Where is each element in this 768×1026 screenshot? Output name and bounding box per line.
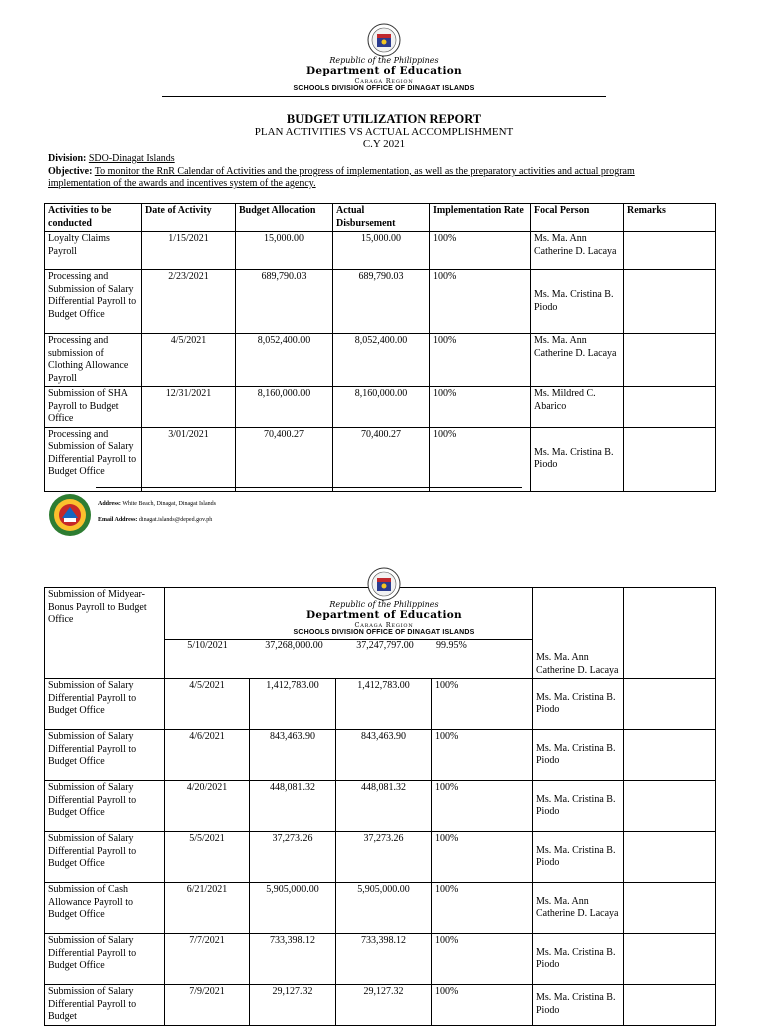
cell-remarks <box>624 334 716 387</box>
cell-rate: 99.95% <box>436 640 467 651</box>
objective-line1: To monitor the RnR Calendar of Activities and the progress of implementation, as well as the preparatory activities and actual program <box>94 166 635 177</box>
objective-block <box>48 166 718 190</box>
cell-date: 5/10/2021 <box>187 640 228 651</box>
cell-budget: 448,081.32 <box>250 781 336 832</box>
header-focal: Focal Person <box>531 204 624 232</box>
table-row <box>45 985 716 1026</box>
cell-budget: 8,052,400.00 <box>236 334 333 387</box>
cell-actual: 8,160,000.00 <box>333 387 430 428</box>
cell-actual: 843,463.90 <box>336 730 432 781</box>
cell-actual: 70,400.27 <box>333 427 430 491</box>
cell-date: 3/01/2021 <box>142 427 236 491</box>
cell-activity: Submission of SHA Payroll to Budget Office <box>45 387 142 428</box>
cell-activity: Submission of Salary Differential Payroll to Budget Office <box>45 679 165 730</box>
report-title-block <box>0 112 768 150</box>
cell-remarks <box>624 387 716 428</box>
footer-address: White Beach, Dinagat, Dinagat Islands <box>122 501 216 507</box>
header-budget: Budget Allocation <box>236 204 333 232</box>
budget-table-page1 <box>44 203 716 492</box>
table-row <box>45 832 716 883</box>
cell-activity: Submission of Salary Differential Payroll to Budget Office <box>45 781 165 832</box>
deped-seal-icon <box>367 567 401 601</box>
cell-date: 4/6/2021 <box>165 730 250 781</box>
cell-budget: 8,160,000.00 <box>236 387 333 428</box>
letterhead-republic: Republic of the Philippines <box>329 56 439 65</box>
cell-remarks <box>624 883 716 934</box>
cell-focal: Ms. Ma. Cristina B. Piodo <box>533 985 624 1026</box>
objective-label: Objective: <box>48 166 93 177</box>
cell-date: 7/9/2021 <box>165 985 250 1026</box>
cell-budget: 1,412,783.00 <box>250 679 336 730</box>
table-row <box>45 270 716 334</box>
header-rate: Implementation Rate <box>430 204 531 232</box>
budget-table-page2 <box>44 587 716 1026</box>
cell-budget: 733,398.12 <box>250 934 336 985</box>
cell-budget: 843,463.90 <box>250 730 336 781</box>
footer-email-label: Email Address: <box>98 517 138 523</box>
table-header-row <box>45 204 716 232</box>
cell-remarks <box>624 730 716 781</box>
deped-seal-icon <box>367 23 401 57</box>
cell-date: 2/23/2021 <box>142 270 236 334</box>
cell-rate: 100% <box>430 387 531 428</box>
cell-rate: 100% <box>430 334 531 387</box>
cell-rate: 100% <box>430 232 531 270</box>
cell-focal: Ms. Ma. Cristina B. Piodo <box>533 730 624 781</box>
cell-remarks <box>624 427 716 491</box>
cell-focal: Ms. Ma. Ann Catherine D. Lacaya <box>533 588 624 679</box>
cell-actual: 8,052,400.00 <box>333 334 430 387</box>
cell-activity: Submission of Salary Differential Payroll to Budget <box>45 985 165 1026</box>
table-row <box>45 883 716 934</box>
cell-actual: 15,000.00 <box>333 232 430 270</box>
table-row <box>45 232 716 270</box>
cell-remarks <box>624 781 716 832</box>
cell-actual: 733,398.12 <box>336 934 432 985</box>
cell-rate: 100% <box>432 781 533 832</box>
cell-actual: 689,790.03 <box>333 270 430 334</box>
cell-budget: 70,400.27 <box>236 427 333 491</box>
letterhead-department: Department of Education <box>306 65 462 77</box>
table-row <box>45 427 716 491</box>
cell-date: 4/5/2021 <box>142 334 236 387</box>
cell-activity: Processing and Submission of Salary Differential Payroll to Budget Office <box>45 427 142 491</box>
header-date: Date of Activity <box>142 204 236 232</box>
cell-activity: Submission of Midyear-Bonus Payroll to Budget Office <box>45 588 165 679</box>
cell-focal: Ms. Ma. Cristina B. Piodo <box>531 270 624 334</box>
cell-budget: 29,127.32 <box>250 985 336 1026</box>
cell-rate: 100% <box>432 832 533 883</box>
cell-activity: Submission of Cash Allowance Payroll to Budget Office <box>45 883 165 934</box>
cell-focal: Ms. Ma. Ann Catherine D. Lacaya <box>531 232 624 270</box>
cell-remarks <box>624 588 716 679</box>
cell-rate: 100% <box>432 679 533 730</box>
cell-date: 4/20/2021 <box>165 781 250 832</box>
letterhead-department: Department of Education <box>306 609 462 621</box>
cell-date: 4/5/2021 <box>165 679 250 730</box>
letterhead-rule <box>162 96 606 97</box>
cell-budget: 37,268,000.00 <box>265 640 323 651</box>
table-row <box>45 730 716 781</box>
cell-remarks <box>624 934 716 985</box>
cell-date: 6/21/2021 <box>165 883 250 934</box>
report-subtitle: PLAN ACTIVITIES VS ACTUAL ACCOMPLISHMENT <box>254 126 514 138</box>
cell-rate: 100% <box>430 270 531 334</box>
footer-contact <box>98 496 216 528</box>
cell-focal: Ms. Ma. Cristina B. Piodo <box>533 679 624 730</box>
cell-focal: Ms. Ma. Cristina B. Piodo <box>531 427 624 491</box>
cell-rate: 100% <box>432 883 533 934</box>
cell-activity: Submission of Salary Differential Payroll to Budget Office <box>45 934 165 985</box>
cell-budget: 689,790.03 <box>236 270 333 334</box>
cell-remarks <box>624 232 716 270</box>
report-title: BUDGET UTILIZATION REPORT <box>286 112 482 126</box>
cell-actual: 1,412,783.00 <box>336 679 432 730</box>
division-value: SDO-Dinagat Islands <box>88 153 175 164</box>
division-line <box>48 153 718 165</box>
cell-rate: 100% <box>432 934 533 985</box>
cell-actual: 5,905,000.00 <box>336 883 432 934</box>
cell-actual: 29,127.32 <box>336 985 432 1026</box>
objective-line2: implementation of the awards and incentives system of the agency. <box>48 178 316 189</box>
letterhead-republic: Republic of the Philippines <box>329 600 439 609</box>
footer-email: dinagat.islands@deped.gov.ph <box>138 517 213 523</box>
cell-activity: Loyalty Claims Payroll <box>45 232 142 270</box>
letterhead <box>160 56 608 92</box>
cell-budget: 37,273.26 <box>250 832 336 883</box>
cell-date: 7/7/2021 <box>165 934 250 985</box>
header-remarks: Remarks <box>624 204 716 232</box>
letterhead-region: Caraga Region <box>354 621 414 629</box>
footer-address-label: Address: <box>98 501 121 507</box>
letterhead-office: SCHOOLS DIVISION OFFICE OF DINAGAT ISLANDS <box>293 629 475 636</box>
cell-focal: Ms. Ma. Cristina B. Piodo <box>533 781 624 832</box>
letterhead-region: Caraga Region <box>354 77 414 85</box>
table-row <box>45 679 716 730</box>
cell-focal: Ms. Ma. Cristina B. Piodo <box>533 934 624 985</box>
header-actual: Actual Disbursement <box>333 204 430 232</box>
cell-focal: Ms. Ma. Cristina B. Piodo <box>533 832 624 883</box>
header-activity: Activities to be conducted <box>45 204 142 232</box>
report-year: C.Y 2021 <box>362 138 406 150</box>
cell-remarks <box>624 270 716 334</box>
cell-rate: 100% <box>430 427 531 491</box>
table-row <box>45 781 716 832</box>
letterhead-office: SCHOOLS DIVISION OFFICE OF DINAGAT ISLANDS <box>293 85 475 92</box>
cell-rate: 100% <box>432 730 533 781</box>
cell-activity: Submission of Salary Differential Payroll to Budget Office <box>45 832 165 883</box>
division-label: Division: <box>48 153 87 164</box>
footer-rule <box>96 487 522 488</box>
cell-remarks <box>624 679 716 730</box>
division-logo-icon <box>48 493 92 537</box>
cell-focal: Ms. Ma. Ann Catherine D. Lacaya <box>533 883 624 934</box>
cell-activity: Processing and Submission of Salary Differential Payroll to Budget Office <box>45 270 142 334</box>
cell-actual: 448,081.32 <box>336 781 432 832</box>
cell-remarks <box>624 985 716 1026</box>
cell-rate: 100% <box>432 985 533 1026</box>
cell-focal: Ms. Mildred C. Abarico <box>531 387 624 428</box>
cell-date: 5/5/2021 <box>165 832 250 883</box>
cell-actual: 37,247,797.00 <box>356 640 414 651</box>
cell-budget: 5,905,000.00 <box>250 883 336 934</box>
table-row <box>45 934 716 985</box>
table-row <box>45 334 716 387</box>
cell-date: 1/15/2021 <box>142 232 236 270</box>
cell-activity: Processing and submission of Clothing Allowance Payroll <box>45 334 142 387</box>
cell-activity: Submission of Salary Differential Payroll to Budget Office <box>45 730 165 781</box>
page-footer <box>46 487 486 537</box>
table-row <box>45 387 716 428</box>
letterhead <box>160 600 608 636</box>
cell-remarks <box>624 832 716 883</box>
cell-focal: Ms. Ma. Ann Catherine D. Lacaya <box>531 334 624 387</box>
cell-actual: 37,273.26 <box>336 832 432 883</box>
cell-date: 12/31/2021 <box>142 387 236 428</box>
cell-budget: 15,000.00 <box>236 232 333 270</box>
